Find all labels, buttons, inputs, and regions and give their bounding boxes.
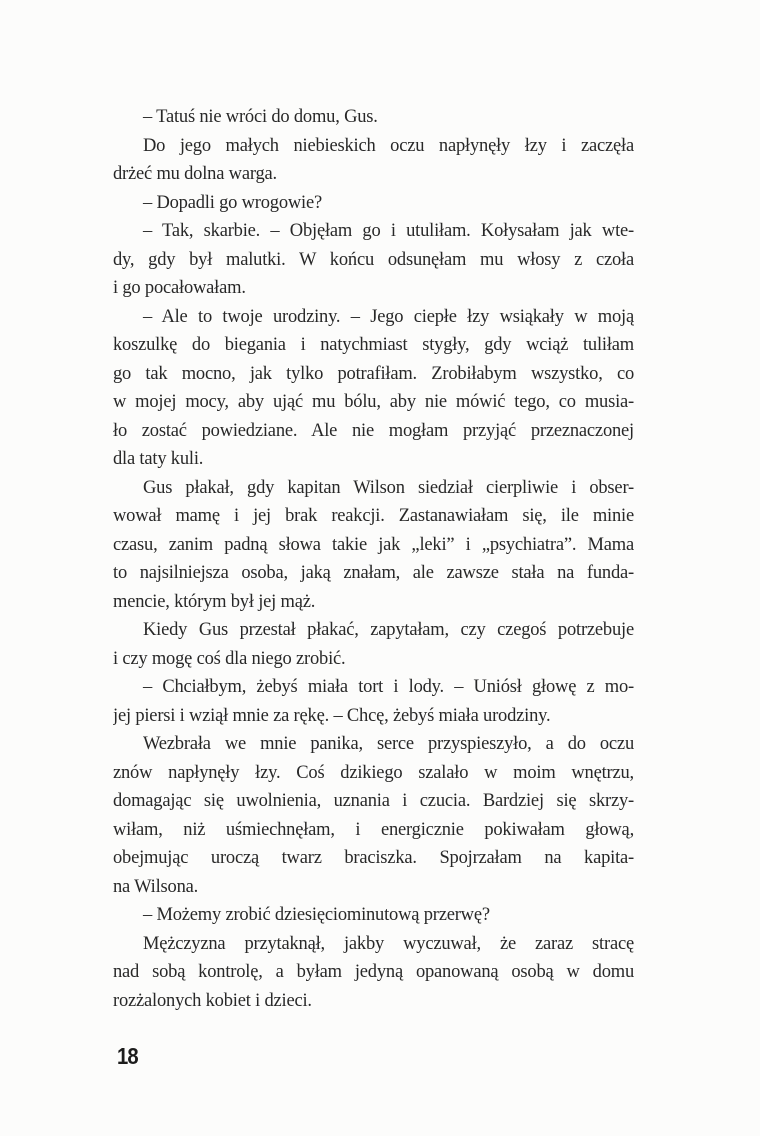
paragraph	[113, 930, 634, 1016]
paragraph	[113, 189, 634, 218]
paragraph	[113, 730, 634, 901]
text-line: Kiedy Gus przestał płakać, zapytałam, czy czegoś potrzebuje	[143, 620, 634, 640]
paragraph	[113, 132, 634, 189]
text-line: Gus płakał, gdy kapitan Wilson siedział cierpliwie i obser-	[143, 477, 634, 498]
text-line: w mojej mocy, aby ująć mu bólu, aby nie mówić tego, co musia-	[113, 392, 634, 412]
text-line: – Dopadli go wrogowie?	[143, 192, 323, 213]
text-line: dy, gdy był malutki. W końcu odsunęłam mu włosy z czoła	[113, 249, 634, 270]
text-line: domagając się uwolnienia, uznania i czucia. Bardziej się skrzy-	[113, 791, 634, 811]
text-line: wował mamę i jej brak reakcji. Zastanawiałam się, ile minie	[113, 506, 634, 526]
text-line: nad sobą kontrolę, a byłam jedyną opanowaną osobą w domu	[113, 962, 634, 982]
text-line: obejmując uroczą twarz braciszka. Spojrzałam na kapita-	[113, 848, 634, 868]
text-line: ło zostać powiedziane. Ale nie mogłam przyjąć przeznaczonej	[113, 420, 634, 441]
text-line: – Możemy zrobić dziesięciominutową przerwę?	[143, 905, 490, 925]
paragraph	[113, 303, 634, 474]
text-line: to najsilniejsza osoba, jaką znałam, ale zawsze stała na funda-	[113, 563, 634, 583]
paragraph	[113, 474, 634, 617]
text-line: Mężczyzna przytaknął, jakby wyczuwał, że zaraz stracę	[143, 933, 634, 954]
paragraph	[113, 103, 634, 132]
text-line: drżeć mu dolna warga.	[113, 164, 277, 184]
paragraph	[113, 673, 634, 730]
paragraph	[113, 217, 634, 303]
text-line: – Tatuś nie wróci do domu, Gus.	[143, 107, 378, 127]
text-line: i go pocałowałam.	[113, 278, 246, 298]
text-line: koszulkę do biegania i natychmiast stygły, gdy wciąż tuliłam	[113, 335, 634, 355]
text-block	[113, 103, 634, 1015]
paragraph	[113, 616, 634, 673]
page-number: 18	[117, 1043, 138, 1069]
paragraph	[113, 901, 634, 930]
text-line: wiłam, niż uśmiechnęłam, i energicznie pokiwałam głową,	[113, 819, 634, 840]
text-line: czasu, zanim padną słowa takie jak „leki” i „psychiatra”. Mama	[113, 534, 634, 555]
text-line: mencie, którym był jej mąż.	[113, 591, 316, 612]
text-line: – Ale to twoje urodziny. – Jego ciepłe łzy wsiąkały w moją	[143, 306, 634, 327]
text-line: rozżalonych kobiet i dzieci.	[113, 990, 312, 1011]
text-line: – Tak, skarbie. – Objęłam go i utuliłam. Kołysałam jak wte-	[143, 221, 634, 241]
text-line: znów napłynęły łzy. Coś dzikiego szalało w moim wnętrzu,	[113, 762, 634, 783]
text-line: i czy mogę coś dla niego zrobić.	[113, 648, 346, 669]
text-line: jej piersi i wziął mnie za rękę. – Chcę, żebyś miała urodziny.	[113, 705, 551, 726]
text-line: – Chciałbym, żebyś miała tort i lody. – Uniósł głowę z mo-	[143, 677, 634, 697]
text-line: Wezbrała we mnie panika, serce przyspieszyło, a do oczu	[143, 734, 634, 754]
text-line: go tak mocno, jak tylko potrafiłam. Zrobiłabym wszystko, co	[113, 363, 634, 384]
text-line: na Wilsona.	[113, 876, 199, 897]
text-line: Do jego małych niebieskich oczu napłynęły łzy i zaczęła	[143, 135, 634, 156]
text-line: dla taty kuli.	[113, 449, 204, 469]
